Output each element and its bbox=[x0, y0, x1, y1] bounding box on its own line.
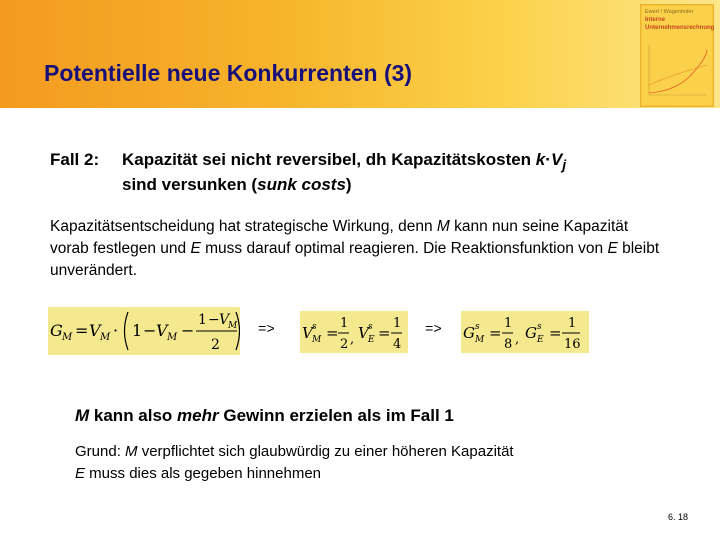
svg-text:−: − bbox=[208, 312, 220, 328]
fall-line2-end: ) bbox=[345, 175, 352, 194]
svg-text:=: = bbox=[75, 321, 89, 340]
para-part4: bleibt unverändert. bbox=[50, 240, 660, 279]
book-cover bbox=[640, 4, 714, 107]
svg-text:2: 2 bbox=[340, 337, 349, 352]
svg-text:M: M bbox=[312, 335, 322, 345]
svg-text:M: M bbox=[167, 332, 178, 343]
svg-text:G: G bbox=[463, 324, 475, 342]
svg-text:s: s bbox=[368, 322, 373, 332]
para-var-e: E bbox=[190, 240, 201, 257]
reason-var-m: M bbox=[125, 443, 138, 460]
para-part2: kann nun seine Kapazität vorab festlegen und bbox=[50, 218, 629, 257]
fall-text: Kapazität sei nicht reversibel, dh Kapazitätskosten bbox=[122, 150, 536, 169]
svg-text:s: s bbox=[312, 322, 317, 332]
svg-text:1: 1 bbox=[504, 316, 513, 331]
svg-text:=: = bbox=[378, 324, 391, 342]
svg-text:·: · bbox=[113, 321, 119, 340]
formula-profit-m bbox=[48, 307, 240, 355]
explanation-paragraph bbox=[50, 216, 670, 282]
para-part3: muss darauf optimal reagieren. Die Reaktionsfunktion von bbox=[200, 240, 608, 257]
formula-profit-m-svg bbox=[48, 307, 240, 355]
svg-text:,: , bbox=[350, 332, 355, 347]
svg-text:M: M bbox=[100, 332, 111, 343]
result-part2: Gewinn erzielen als im Fall 1 bbox=[218, 406, 454, 425]
svg-text:M: M bbox=[62, 332, 73, 343]
implies-arrow-1: => bbox=[258, 322, 275, 338]
svg-text:s: s bbox=[537, 322, 542, 332]
result-mehr: mehr bbox=[177, 406, 219, 425]
reason-line-1 bbox=[75, 443, 514, 460]
formula-capacities-svg bbox=[300, 311, 408, 353]
page-number: 6. 18 bbox=[668, 512, 689, 522]
sub-j: j bbox=[562, 157, 567, 174]
reason-text-1: verpflichtet sich glaubwürdig zu einer höheren Kapazität bbox=[137, 443, 514, 460]
var-v: V bbox=[550, 150, 563, 169]
var-k: k bbox=[535, 150, 546, 169]
reason-text-2: muss dies als gegeben hinnehmen bbox=[85, 465, 322, 482]
svg-text:=: = bbox=[326, 324, 339, 342]
svg-text:E: E bbox=[368, 335, 375, 345]
svg-text:V: V bbox=[156, 321, 168, 340]
book-author: Ewert / Wagenhofer bbox=[645, 9, 694, 15]
book-title-line1: Interne bbox=[645, 17, 666, 23]
para-var-m: M bbox=[436, 218, 450, 235]
book-title-line2: Unternehmensrechnung bbox=[645, 25, 715, 31]
reason-label: Grund: bbox=[75, 443, 126, 460]
sunk-costs-text: sunk costs bbox=[257, 175, 346, 194]
svg-text:1: 1 bbox=[198, 312, 207, 328]
svg-text:G: G bbox=[525, 324, 537, 342]
formula-profits bbox=[461, 311, 589, 353]
svg-text:V: V bbox=[219, 312, 230, 328]
implies-arrow-2: => bbox=[425, 322, 442, 338]
formula-profits-svg bbox=[461, 311, 589, 353]
svg-text:M: M bbox=[475, 335, 485, 345]
svg-text:1: 1 bbox=[393, 316, 402, 331]
para-var-e2: E bbox=[607, 240, 618, 257]
svg-text:1: 1 bbox=[568, 316, 577, 331]
svg-text:=: = bbox=[549, 324, 562, 342]
formula-capacities bbox=[300, 311, 408, 353]
svg-text:16: 16 bbox=[564, 337, 581, 352]
svg-text:,: , bbox=[515, 332, 520, 347]
slide-title: Potentielle neue Konkurrenten (3) bbox=[44, 60, 413, 86]
result-part1: kann also bbox=[89, 406, 178, 425]
svg-text:M: M bbox=[228, 321, 238, 331]
fall-2-continuation bbox=[122, 175, 352, 195]
fall-label: Fall 2: bbox=[50, 150, 100, 169]
svg-text:E: E bbox=[537, 335, 544, 345]
fall-line2-text: sind versunken ( bbox=[122, 175, 258, 194]
reason-line-2 bbox=[75, 465, 321, 482]
svg-text:V: V bbox=[89, 321, 101, 340]
para-part1: Kapazitätsentscheidung hat strategische Wirkung, denn bbox=[50, 218, 437, 235]
dot: · bbox=[545, 150, 551, 169]
svg-text:8: 8 bbox=[504, 337, 513, 352]
fall-2-line bbox=[50, 150, 566, 173]
svg-text:=: = bbox=[489, 324, 502, 342]
reason-var-e: E bbox=[75, 465, 86, 482]
result-statement bbox=[75, 406, 454, 426]
header-banner bbox=[0, 0, 720, 108]
svg-text:G: G bbox=[50, 321, 63, 340]
svg-text:−: − bbox=[181, 321, 195, 340]
result-var-m: M bbox=[75, 406, 90, 425]
svg-text:−: − bbox=[143, 321, 157, 340]
svg-text:V: V bbox=[302, 324, 313, 342]
svg-text:1: 1 bbox=[340, 316, 349, 331]
svg-text:1: 1 bbox=[132, 321, 143, 340]
svg-text:2: 2 bbox=[211, 337, 220, 353]
svg-text:4: 4 bbox=[393, 337, 402, 352]
svg-text:s: s bbox=[475, 322, 480, 332]
svg-text:V: V bbox=[358, 324, 369, 342]
